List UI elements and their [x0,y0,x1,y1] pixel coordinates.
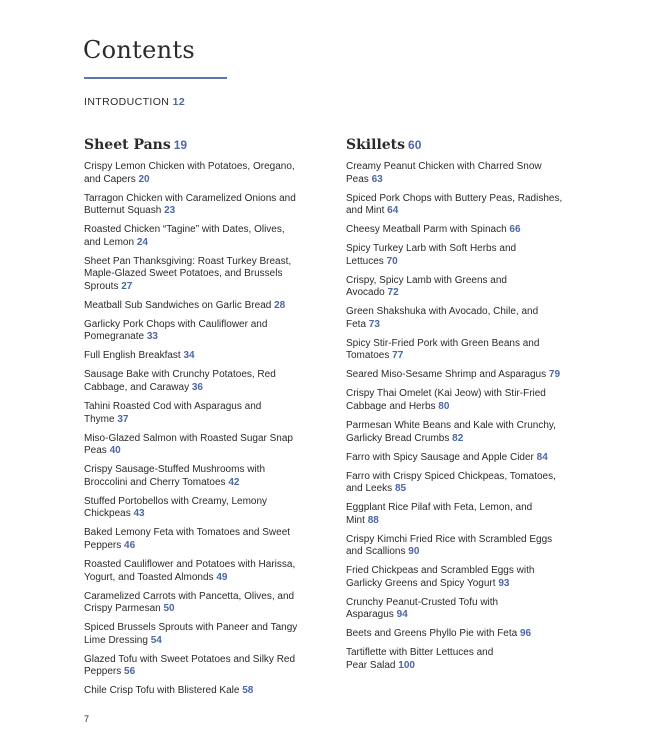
toc-entry[interactable] [84,433,306,458]
entry-page-number: 34 [183,350,195,362]
entry-page-number: 43 [133,508,145,520]
toc-entry[interactable] [84,591,306,616]
entry-title-line: Miso-Glazed Salmon with Roasted Sugar Snap [84,432,293,444]
entry-page-number: 40 [109,445,121,457]
toc-entry[interactable] [84,559,306,584]
entry-page-number: 28 [274,299,286,311]
toc-entry[interactable] [84,256,306,294]
entry-title-line: Crispy, Spicy Lamb with Greens and [346,274,507,286]
toc-entry[interactable] [346,565,568,590]
entry-title-line: Broccolini and Cherry Tomatoes [84,476,226,488]
entry-title-line: Spiced Pork Chops with Buttery Peas, Radishes, [346,192,563,204]
entry-title-line: and Scallions [346,546,406,558]
entry-title-line: Tarragon Chicken with Caramelized Onions and [84,192,296,204]
toc-entry[interactable] [346,275,568,300]
entry-title-line: Baked Lemony Feta with Tomatoes and Sweet [84,527,291,539]
entry-title-line: and Capers [84,173,136,185]
entry-title-line: Cabbage, and Caraway [84,382,190,394]
entry-page-number: 27 [121,280,133,292]
entry-list [346,161,568,673]
entry-title-line: Cabbage and Herbs [346,401,436,413]
entry-list [84,161,306,698]
entry-title-line: and Lemon [84,236,135,248]
entry-page-number: 63 [371,173,383,185]
entry-page-number: 72 [387,287,399,299]
entry-title-line: Tomatoes [346,350,390,362]
entry-title-line: Tartiflette with Bitter Lettuces and [346,647,494,659]
toc-entry[interactable] [84,193,306,218]
entry-title-line: Green Shakshuka with Avocado, Chile, and [346,306,539,318]
section-title: Sheet Pans [84,137,171,153]
entry-page-number: 100 [398,660,415,672]
entry-page-number: 56 [124,666,136,678]
toc-entry[interactable] [346,243,568,268]
entry-title-line: and Leeks [346,483,393,495]
entry-title-line: Crispy Lemon Chicken with Potatoes, Oregano, [84,161,295,172]
toc-entry[interactable] [84,622,306,647]
entry-title-line: Crunchy Peanut-Crusted Tofu with [346,596,499,608]
entry-page-number: 23 [164,205,176,217]
toc-entry[interactable] [346,647,568,672]
toc-entry[interactable] [346,193,568,218]
section-sheet-pans [84,137,306,704]
entry-title-line: Pear Salad [346,660,396,672]
entry-title-line: Farro with Spicy Sausage and Apple Cider [346,451,534,463]
section-skillets [346,137,568,679]
entry-title-line: Avocado [346,287,385,299]
entry-title-line: Full English Breakfast [84,350,181,362]
toc-entry[interactable] [346,306,568,331]
entry-page-number: 49 [216,571,228,583]
entry-title-line: Crispy Parmesan [84,603,161,615]
entry-title-line: Sheet Pan Thanksgiving: Roast Turkey Breast, [84,255,292,267]
entry-title-line: Tahini Roasted Cod with Asparagus and [84,401,262,413]
entry-page-number: 20 [138,173,150,185]
toc-entry[interactable] [346,161,568,186]
entry-title-line: and Mint [346,205,385,217]
toc-entry[interactable] [84,654,306,679]
toc-entry[interactable] [346,388,568,413]
entry-page-number: 42 [228,476,240,488]
entry-title-line: Seared Miso-Sesame Shrimp and Asparagus [346,369,547,381]
entry-page-number: 36 [191,382,203,394]
entry-page-number: 73 [368,318,380,330]
toc-entry[interactable] [84,685,306,698]
entry-title-line: Spiced Brussels Sprouts with Paneer and Tangy [84,622,298,634]
toc-entry[interactable] [346,534,568,559]
entry-title-line: Sausage Bake with Crunchy Potatoes, Red [84,369,276,381]
section-heading [346,137,568,153]
entry-title-line: Peppers [84,666,122,678]
entry-page-number: 46 [124,539,136,551]
entry-page-number: 66 [509,224,521,236]
entry-title-line: Sprouts [84,280,119,292]
entry-title-line: Garlicky Pork Chops with Cauliflower and [84,318,268,330]
entry-page-number: 58 [242,685,254,697]
toc-entry[interactable] [346,502,568,527]
entry-page-number: 33 [146,331,158,343]
toc-entry[interactable] [346,471,568,496]
entry-title-line: Peas [84,445,107,457]
entry-title-line: Spicy Stir-Fried Pork with Green Beans and [346,337,540,349]
entry-title-line: Yogurt, and Toasted Almonds [84,571,214,583]
entry-title-line: Parmesan White Beans and Kale with Crunchy, [346,420,556,432]
section-page: 19 [173,138,188,152]
contents-title: Contents [83,36,195,64]
toc-entry[interactable] [346,452,568,465]
entry-title-line: Lime Dressing [84,634,148,646]
entry-page-number: 94 [396,609,408,621]
entry-title-line: Meatball Sub Sandwiches on Garlic Bread [84,299,272,311]
entry-page-number: 79 [548,369,561,381]
entry-title-line: Cheesy Meatball Parm with Spinach [346,224,507,236]
entry-title-line: Thyme [84,413,115,425]
entry-page-number: 80 [438,401,450,413]
entry-title-line: Crispy Thai Omelet (Kai Jeow) with Stir-Fried [346,388,546,400]
title-underline [84,77,227,79]
entry-page-number: 37 [117,413,129,425]
entry-page-number: 50 [163,603,175,615]
toc-entry[interactable] [346,224,568,237]
entry-title-line: Asparagus [346,609,394,621]
toc-entry[interactable] [84,319,306,344]
toc-entry[interactable] [84,300,306,313]
entry-title-line: Butternut Squash [84,205,162,217]
entry-page-number: 82 [452,432,464,444]
entry-title-line: Peppers [84,539,122,551]
entry-page-number: 70 [386,255,398,267]
entry-title-line: Feta [346,318,367,330]
toc-entry[interactable] [84,161,306,186]
entry-title-line: Crispy Kimchi Fried Rice with Scrambled Eggs [346,533,553,545]
section-title: Skillets [346,137,406,153]
introduction-entry[interactable] [84,96,185,108]
entry-title-line: Roasted Cauliflower and Potatoes with Harissa, [84,558,296,570]
toc-entry[interactable] [84,369,306,394]
section-heading [84,137,306,153]
entry-title-line: Peas [346,173,369,185]
entry-title-line: Garlicky Greens and Spicy Yogurt [346,577,496,589]
entry-page-number: 96 [519,628,532,640]
toc-entry[interactable] [84,401,306,426]
section-page: 60 [408,138,422,152]
entry-title-line: Beets and Greens Phyllo Pie with Feta [346,628,518,640]
entry-page-number: 54 [150,634,162,646]
entry-title-line: Creamy Peanut Chicken with Charred Snow [346,161,542,172]
entry-title-line: Spicy Turkey Larb with Soft Herbs and [346,243,517,255]
entry-page-number: 24 [136,236,148,248]
toc-entry[interactable] [84,527,306,552]
toc-entry[interactable] [346,420,568,445]
entry-title-line: Eggplant Rice Pilaf with Feta, Lemon, and [346,502,533,514]
toc-entry[interactable] [84,464,306,489]
entry-title-line: Lettuces [346,255,384,267]
entry-title-line: Crispy Sausage-Stuffed Mushrooms with [84,464,266,476]
entry-title-line: Glazed Tofu with Sweet Potatoes and Silky Red [84,653,296,665]
entry-page-number: 93 [498,577,510,589]
introduction-label: INTRODUCTION [84,96,170,108]
entry-title-line: Mint [346,514,365,526]
entry-title-line: Pomegranate [84,331,145,343]
toc-entry[interactable] [346,628,568,641]
toc-entry[interactable] [346,597,568,622]
entry-title-line: Farro with Crispy Spiced Chickpeas, Tomatoes, [346,470,556,482]
footer-page-number: 7 [84,714,90,724]
entry-title-line: Stuffed Portobellos with Creamy, Lemony [84,495,268,507]
toc-entry[interactable] [346,369,568,382]
entry-title-line: Garlicky Bread Crumbs [346,432,450,444]
entry-title-line: Fried Chickpeas and Scrambled Eggs with [346,565,535,577]
entry-page-number: 90 [408,546,420,558]
entry-title-line: Maple-Glazed Sweet Potatoes, and Brussels [84,268,283,280]
entry-page-number: 64 [387,205,399,217]
toc-entry[interactable] [84,350,306,363]
toc-entry[interactable] [346,338,568,363]
entry-page-number: 85 [394,483,407,495]
entry-page-number: 88 [367,514,379,526]
entry-title-line: Chile Crisp Tofu with Blistered Kale [84,685,240,697]
toc-entry[interactable] [84,224,306,249]
entry-title-line: Chickpeas [84,508,131,520]
toc-entry[interactable] [84,496,306,521]
entry-page-number: 84 [536,451,548,463]
entry-title-line: Roasted Chicken “Tagine” with Dates, Olives, [84,224,285,236]
entry-page-number: 77 [392,350,404,362]
introduction-page: 12 [172,96,186,108]
entry-title-line: Caramelized Carrots with Pancetta, Olives, and [84,590,295,602]
